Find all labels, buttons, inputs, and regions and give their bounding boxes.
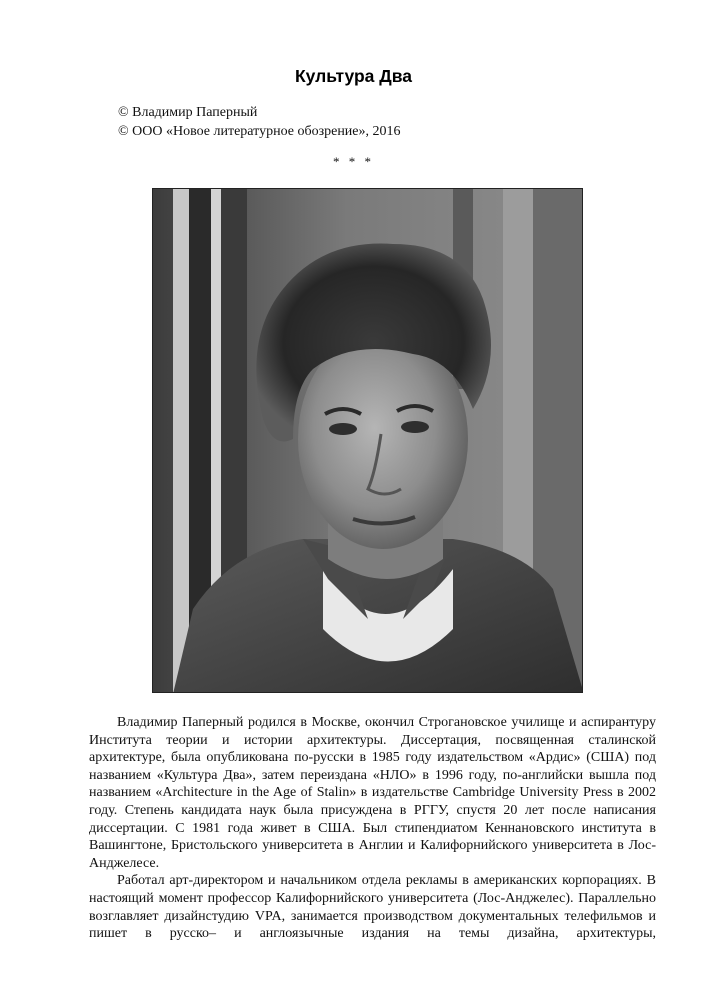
bio-paragraph-1: Владимир Паперный родился в Москве, окончил Строгановское училище и аспирантуру Института теории и истории архитектуры. Диссертация, посвященная сталинской архитектуре, была опубликована по-русски в 1985 году издательством «Ардис» (США) под названием «Культура Два», затем переиздана «НЛО» в 1996 году, по-английски вышла под названием «Architecture in the Age of Stalin» в издательстве Cambridge University Press в 2002 году. Степень кандидата наук была присуждена в РГГУ, спустя 20 лет после написания диссертации. С 1981 года живет в США. Был стипендиатом Кеннановского института в Вашингтоне, Бристольского университета в Англии и Калифорнийского университета в Лос-Анджелесе. [89,715,656,871]
copyright-publisher: © ООО «Новое литературное обозрение», 2016 [118,124,401,139]
author-biography [89,714,656,943]
author-photo [152,188,583,693]
book-title: Культура Два [294,66,413,86]
author-portrait-image [153,189,583,693]
copyright-author: © Владимир Паперный [118,105,258,120]
section-separator: * * * [333,154,374,169]
bio-paragraph-2: Работал арт-директором и начальником отдела рекламы в американских корпорациях. В настоящий момент профессор Калифорнийского университета (Лос-Анджелес). Параллельно возглавляет дизайнстудию VPA, занимается производством документальных телефильмов и пишет в русско‒ и англоязычные издания на темы дизайна, архитектуры, [89,873,656,942]
